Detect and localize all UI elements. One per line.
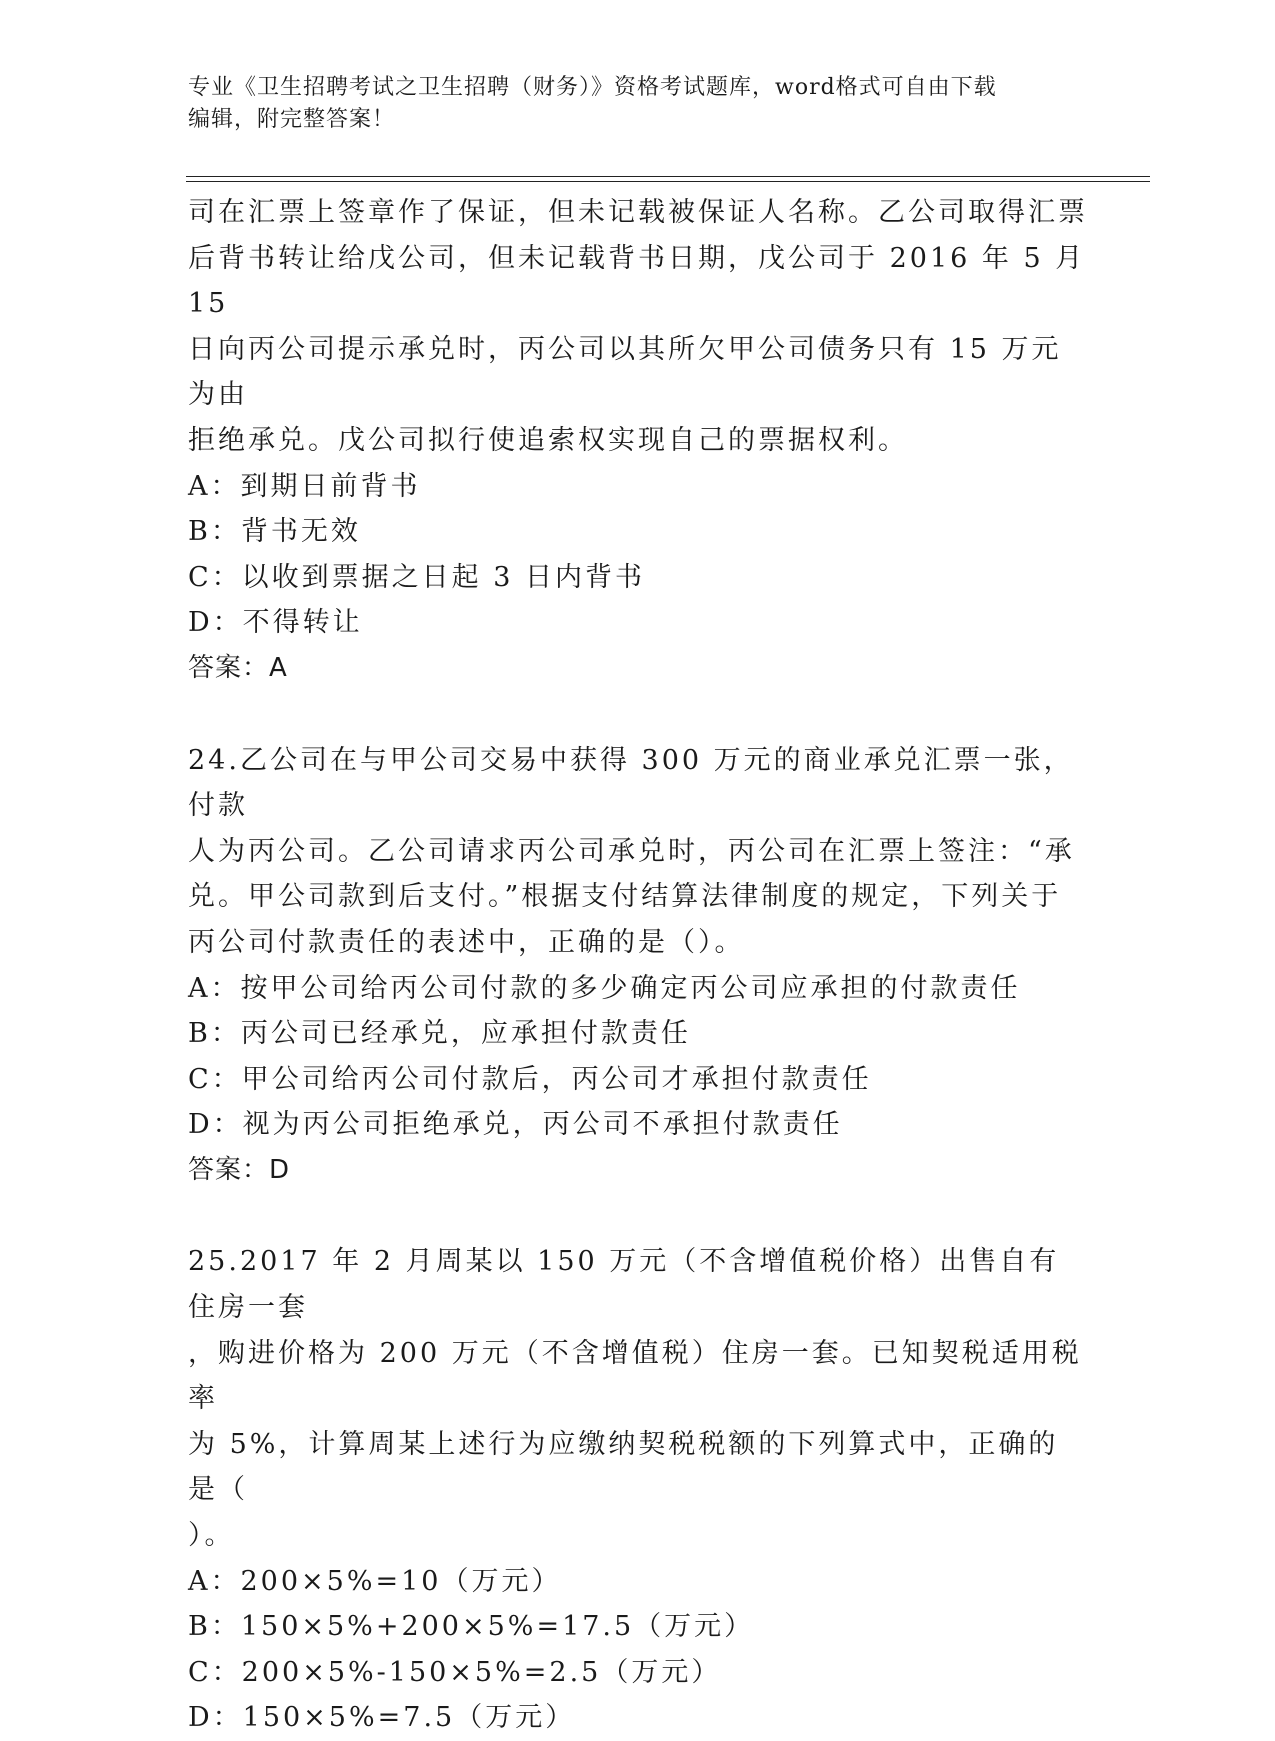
question-25-option-d: D：150×5%=7.5（万元） bbox=[188, 1702, 576, 1734]
question-23-line-2: 后背书转让给戊公司，但未记载背书日期，戊公司于 2016 年 5 月 15 bbox=[188, 242, 1086, 320]
question-24-option-c: C：甲公司给丙公司付款后，丙公司才承担付款责任 bbox=[188, 1063, 872, 1095]
question-24-line-1: 24.乙公司在与甲公司交易中获得 300 万元的商业承兑汇票一张，付款 bbox=[188, 744, 1074, 822]
question-23-option-d: D：不得转让 bbox=[188, 607, 363, 639]
page-header bbox=[188, 72, 1068, 136]
question-25-line-1: 25.2017 年 2 月周某以 150 万元（不含增值税价格）出售自有住房一套 bbox=[188, 1246, 1060, 1324]
question-24-option-d: D：视为丙公司拒绝承兑，丙公司不承担付款责任 bbox=[188, 1109, 843, 1141]
question-23-option-c: C：以收到票据之日起 3 日内背书 bbox=[188, 561, 646, 593]
question-23-option-a: A：到期日前背书 bbox=[188, 470, 421, 502]
question-24 bbox=[188, 738, 1088, 1194]
question-24-option-b: B：丙公司已经承兑，应承担付款责任 bbox=[188, 1018, 691, 1050]
question-24-line-4: 丙公司付款责任的表述中，正确的是（）。 bbox=[188, 926, 745, 958]
document-body bbox=[188, 190, 1088, 1741]
spacer bbox=[188, 692, 1088, 738]
question-23-option-b: B：背书无效 bbox=[188, 516, 361, 548]
question-25 bbox=[188, 1239, 1088, 1741]
question-25-option-b: B：150×5%+200×5%=17.5（万元） bbox=[188, 1611, 755, 1643]
question-23-line-4: 拒绝承兑。戊公司拟行使追索权实现自己的票据权利。 bbox=[188, 424, 908, 456]
question-25-option-c: C：200×5%-150×5%=2.5（万元） bbox=[188, 1656, 722, 1688]
question-25-option-a: A：200×5%=10（万元） bbox=[188, 1565, 562, 1597]
question-25-line-3: 为 5%，计算周某上述行为应缴纳契税税额的下列算式中，正确的是（ bbox=[188, 1428, 1059, 1506]
header-line-1: 专业《卫生招聘考试之卫生招聘（财务）》资格考试题库，word格式可自由下载 bbox=[188, 75, 997, 100]
question-24-line-3: 兑。甲公司款到后支付。”根据支付结算法律制度的规定，下列关于 bbox=[188, 881, 1062, 913]
question-23-answer: 答案：A bbox=[188, 652, 288, 683]
question-25-line-2: ，购进价格为 200 万元（不含增值税）住房一套。已知契税适用税率 bbox=[188, 1337, 1082, 1415]
question-25-line-4: ）。 bbox=[188, 1520, 235, 1552]
header-divider bbox=[186, 176, 1150, 182]
header-line-2: 编辑，附完整答案！ bbox=[188, 107, 396, 132]
question-23-line-1: 司在汇票上签章作了保证，但未记载被保证人名称。乙公司取得汇票 bbox=[188, 197, 1088, 228]
question-24-line-2: 人为丙公司。乙公司请求丙公司承兑时，丙公司在汇票上签注：“承 bbox=[188, 835, 1075, 867]
question-24-answer: 答案：D bbox=[188, 1154, 291, 1185]
question-23-line-3: 日向丙公司提示承兑时，丙公司以其所欠甲公司债务只有 15 万元为由 bbox=[188, 333, 1062, 411]
question-24-option-a: A：按甲公司给丙公司付款的多少确定丙公司应承担的付款责任 bbox=[188, 972, 1021, 1004]
spacer bbox=[188, 1193, 1088, 1239]
question-23 bbox=[188, 190, 1088, 692]
